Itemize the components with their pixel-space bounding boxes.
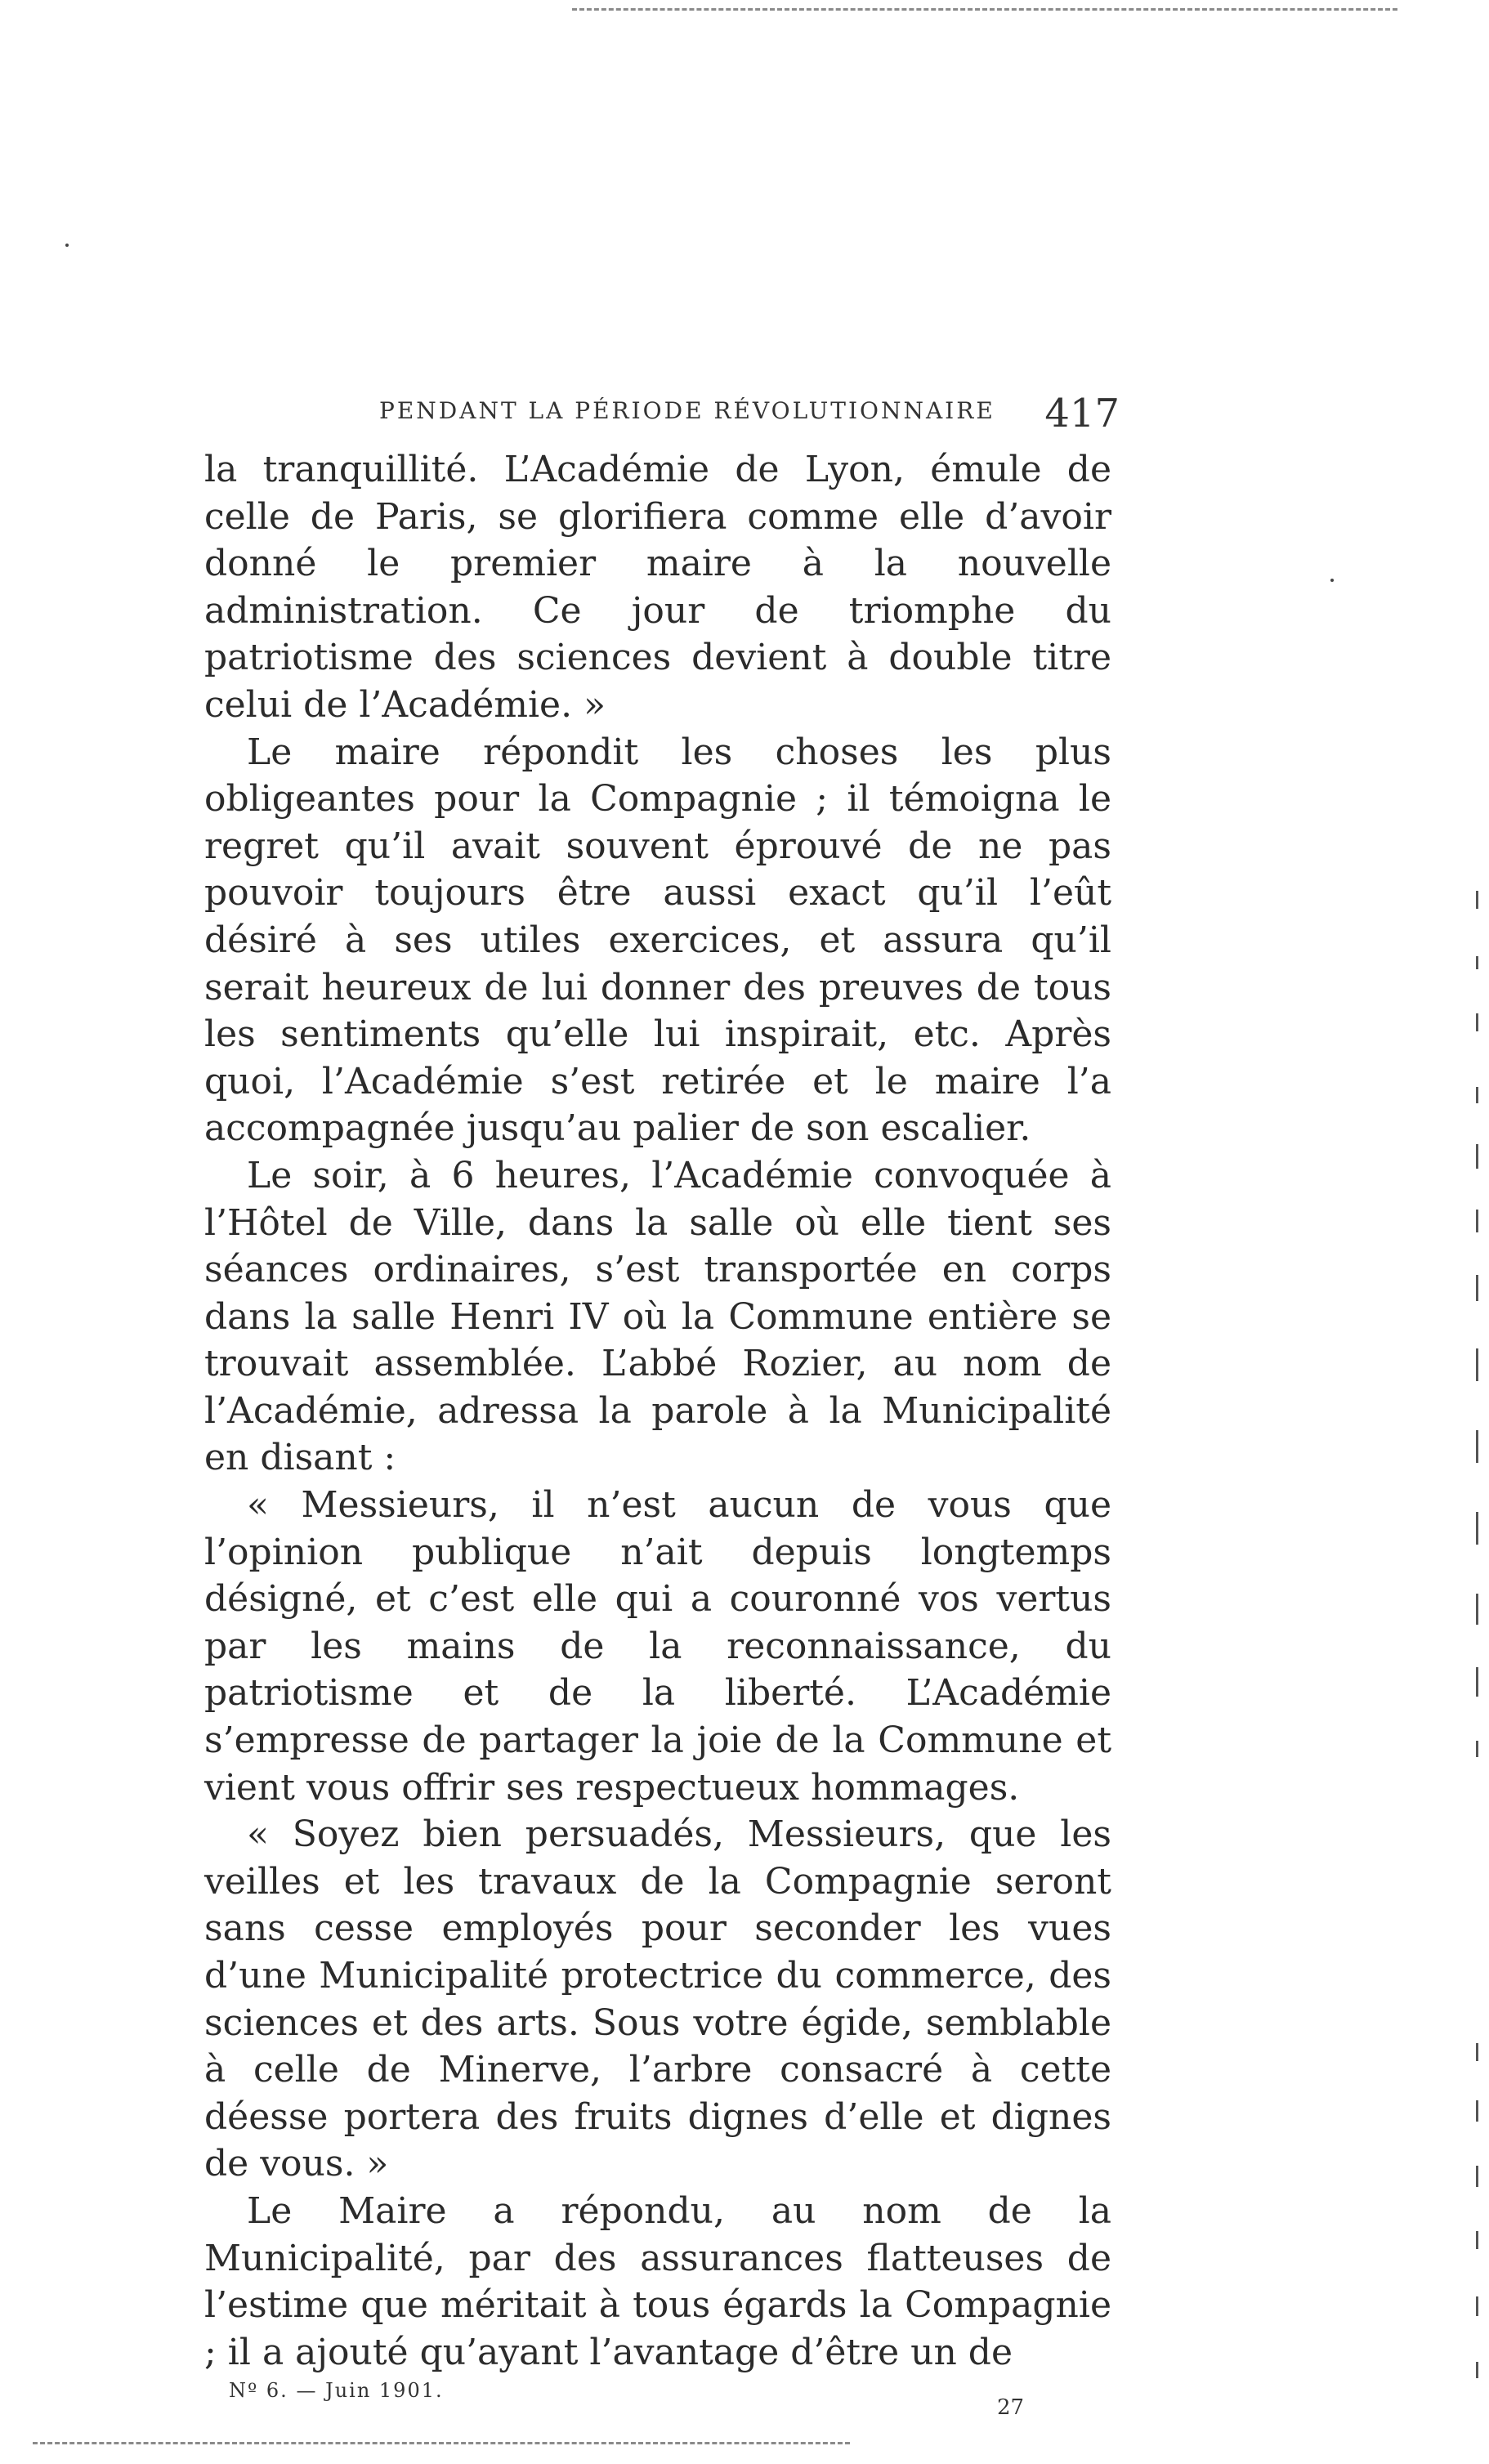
paragraph: Le soir, à 6 heures, l’Académie convoquée à l’Hôtel de Ville, dans la salle où elle tient ses séances ordinaires, s’est transportée en corps dans la salle Henri IV où la Commune entière se trouvait assemblée. L’abbé Rozier, au nom de l’Académie, adressa la parole à la Municipalité en disant : <box>204 1154 1111 1479</box>
scan-edge-bottom <box>33 2442 850 2444</box>
running-head <box>204 384 1120 441</box>
running-title: PENDANT LA PÉRIODE RÉVOLUTIONNAIRE <box>379 397 995 424</box>
body-text <box>204 446 1111 2376</box>
paragraph: la tranquillité. L’Académie de Lyon, émule de celle de Paris, se glorifiera comme elle d’avoir donné le premier maire à la nouvelle administration. Ce jour de triomphe du patriotisme des sciences devient à double titre celui de l’Académie. » <box>204 449 1111 726</box>
signature-number: 27 <box>997 2395 1025 2421</box>
scan-margin-marks <box>1476 891 1481 2444</box>
book-page <box>204 384 1120 2428</box>
page-number: 417 <box>1044 391 1120 436</box>
paragraph: « Messieurs, il n’est aucun de vous que l’opinion publique n’ait depuis longtemps désigné, et c’est elle qui a couronné vos vertus par les mains de la reconnaissance, du patriotisme et de la liberté. L’Académie s’empresse de partager la joie de la Commune et vient vous offrir ses respectueux hommages. <box>204 1484 1111 1809</box>
scan-edge-top <box>572 8 1397 11</box>
paragraph: Le Maire a répondu, au nom de la Municipalité, par des assurances flatteuses de l’estime que méritait à tous égards la Compagnie ; il a ajouté qu’ayant l’avantage d’être un de <box>204 2189 1111 2373</box>
scan-speck <box>1330 579 1334 582</box>
issue-line: Nº 6. — Juin 1901. <box>229 2379 444 2403</box>
scan-speck <box>65 244 69 247</box>
page-footer <box>204 2379 1111 2428</box>
paragraph: Le maire répondit les choses les plus obligeantes pour la Compagnie ; il témoigna le regret qu’il avait souvent éprouvé de ne pas pouvoir toujours être aussi exact qu’il l’eût désiré à ses utiles exercices, et assura qu’il serait heureux de lui donner des preuves de tous les sentiments qu’elle lui inspirait, etc. Après quoi, l’Académie s’est retirée et le maire l’a accompagnée jusqu’au palier de son escalier. <box>204 731 1111 1150</box>
paragraph: « Soyez bien persuadés, Messieurs, que les veilles et les travaux de la Compagnie seront sans cesse employés pour seconder les vues d’une Municipalité protectrice du commerce, des sciences et des arts. Sous votre égide, semblable à celle de Minerve, l’arbre consacré à cette déesse portera des fruits dignes d’elle et dignes de vous. » <box>204 1813 1111 2185</box>
